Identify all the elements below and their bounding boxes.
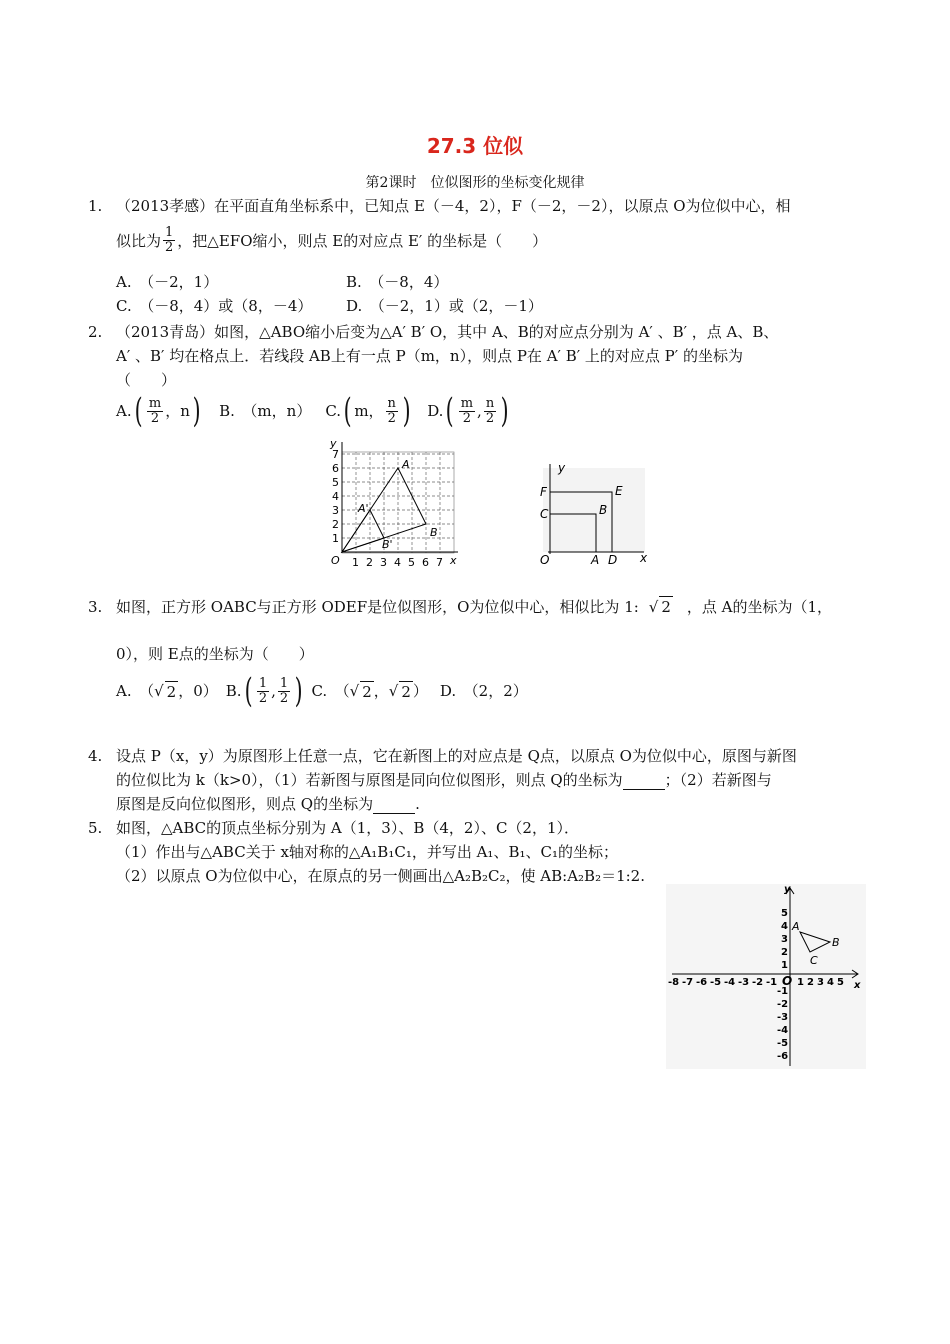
q3-sqrt-symbol: √: [648, 597, 659, 616]
fig3-x-tick: 2: [807, 977, 814, 988]
page-title: 27.3 位似: [426, 134, 524, 158]
q2-paren: (: [343, 391, 352, 431]
fig3-y-tick: 3: [781, 934, 788, 945]
q4-line2-rest: ；（2）若新图与: [664, 771, 772, 789]
fig1-y-tick: 6: [332, 462, 339, 475]
q3-num: 1: [279, 675, 289, 691]
q4-line3: [116, 794, 420, 814]
q4-blank-2: [373, 799, 415, 814]
fig1-y-tick: 4: [332, 490, 339, 503]
q4-line2-lead: 的位似比为 k（k>0），（1）若新图与原图是同向位似图形，则点 Q的坐标为: [116, 771, 623, 789]
q3-sqrt-symbol: √: [154, 682, 164, 700]
q1-ratio-fraction: [163, 226, 175, 255]
q3-option-a-sqrt: 2: [166, 682, 177, 701]
fig3-x-label: x: [854, 980, 861, 991]
q1-number: 1.: [88, 197, 103, 215]
q4-line3-lead: 原图是反向位似图形，则点 Q的坐标为: [116, 795, 374, 813]
figure-q5-plane: [666, 884, 866, 1069]
q2-option-b: B. （m，n）: [219, 402, 312, 420]
q2-options: [116, 391, 511, 431]
q3-option-d: D. （2，2）: [439, 682, 528, 700]
fig3-y-tick: 5: [781, 908, 788, 919]
fig3-x-tick: 3: [817, 977, 824, 988]
figure-q2-grid: [318, 440, 468, 570]
q2-option-a-label: A.: [116, 402, 132, 420]
fig3-y-tick: -6: [777, 1051, 789, 1062]
q4-number: 4.: [88, 747, 103, 765]
q3-options: [116, 671, 528, 711]
q4-line2: [116, 770, 772, 790]
q3-num: 1: [258, 675, 268, 691]
fig2-point-a: A: [591, 553, 600, 567]
q2-line1: （2013青岛）如图，△ABO缩小后变为△A′ B′ O，其中 A、B的对应点分别为 A′ 、B′ ，点 A、B、: [116, 323, 779, 341]
fig2-point-e: E: [615, 484, 623, 498]
fig1-x-tick: 6: [422, 556, 429, 569]
q2-den: 2: [387, 410, 396, 426]
q3-line1: [88, 596, 832, 617]
q1-line2-lead: 似比为: [116, 231, 162, 250]
fig3-y-tick: -4: [777, 1025, 789, 1036]
q1-option-d: D. （－2，1）或（2，－1）: [346, 297, 543, 315]
q3-fraction: [257, 677, 269, 706]
fig3-y-tick: -5: [777, 1038, 789, 1049]
q2-den: 2: [462, 410, 472, 426]
q1-line2-rest: ，把△EFO缩小，则点 E的对应点 E′ 的坐标是（ ）: [177, 231, 548, 250]
q4-blank-1: [623, 775, 665, 790]
fig3-x-tick: -1: [766, 977, 778, 988]
fig2-point-c: C: [540, 507, 549, 521]
fig3-origin: O: [782, 974, 793, 988]
fig3-x-tick: -5: [710, 977, 722, 988]
q1-ratio-num: 1: [165, 225, 174, 240]
fig3-y-label: y: [784, 884, 791, 895]
q5-line3: （2）以原点 O为位似中心，在原点的另一侧画出△A₂B₂C₂，使 AB:A₂B₂＝1:2.: [116, 867, 645, 885]
q3-option-a-lead: A. （: [116, 682, 155, 700]
fig1-point-a: A: [402, 458, 410, 471]
fig1-point-b: B: [430, 526, 438, 539]
fig1-point-b1: B': [382, 538, 393, 551]
figure-q3-squares: [536, 462, 651, 570]
q1-option-b: B. （－8，4）: [346, 273, 449, 291]
q5-line2: （1）作出与△ABC关于 x轴对称的△A₁B₁C₁，并写出 A₁、B₁、C₁的坐标；: [116, 843, 618, 861]
q2-comma: ,: [477, 402, 482, 420]
q3-comma: ,: [271, 682, 276, 700]
fig1-x-tick: 2: [366, 556, 373, 569]
fig3-x-tick: -6: [696, 977, 708, 988]
q1-line1: （2013孝感）在平面直角坐标系中，已知点 E（－4，2），F（－2，－2），以原点 O为位似中心，相: [116, 197, 791, 215]
q2-fraction: [484, 397, 496, 426]
q2-den: 2: [485, 410, 495, 426]
q3-line1-rest: ，点 A的坐标为（1，: [686, 597, 833, 616]
fig1-origin: O: [331, 554, 340, 567]
q2-num: m: [460, 395, 474, 411]
q3-sqrt-symbol: √: [388, 682, 399, 700]
q2-option-c-pre: m，: [354, 402, 384, 420]
q2-option-d-label: D.: [427, 402, 444, 420]
fig1-y-tick: 2: [332, 518, 339, 531]
fig2-x-label: x: [640, 551, 648, 565]
q4-line1: 设点 P（x，y）为原图形上任意一点，它在新图上的对应点是 Q点，以原点 O为位似中心，原图与新图: [116, 747, 797, 765]
q2-option-c-label: C.: [325, 402, 342, 420]
q3-sqrt-symbol: √: [349, 682, 360, 700]
q3-sqrt-value: 2: [661, 598, 671, 616]
fig3-y-tick: -1: [777, 986, 789, 997]
q2-paren: ): [402, 391, 411, 431]
q2-num: n: [485, 395, 495, 411]
q2-fraction: [459, 397, 475, 426]
fig2-point-f: F: [540, 485, 547, 499]
fig3-y-tick: -3: [777, 1012, 789, 1023]
fig3-x-tick: -3: [738, 977, 750, 988]
q3-number: 3.: [88, 597, 103, 616]
q1-option-a: A. （－2，1）: [116, 273, 219, 291]
q3-option-c-sqrt1: 2: [362, 682, 372, 701]
fig1-x-tick: 3: [380, 556, 387, 569]
fig1-y-tick: 5: [332, 476, 339, 489]
q3-option-c-lead: C. （: [311, 682, 350, 700]
q1-ratio-den: 2: [165, 240, 174, 255]
fig1-y-tick: 7: [332, 448, 339, 461]
fig3-point-b: B: [832, 936, 840, 949]
fig3-x-tick: 5: [837, 977, 844, 988]
fig3-x-tick: -2: [752, 977, 764, 988]
fig3-x-tick: -8: [668, 977, 680, 988]
fig1-x-tick: 4: [394, 556, 401, 569]
fig1-point-a1: A': [358, 502, 369, 515]
q4-line3-rest: .: [415, 795, 420, 813]
q1-line2: [116, 226, 547, 255]
q2-num: m: [148, 395, 162, 411]
q3-option-c-sqrt2: 2: [401, 682, 411, 701]
fig3-point-a: A: [792, 920, 800, 933]
fig3-x-tick: -7: [682, 977, 694, 988]
fig3-y-tick: 4: [781, 921, 788, 932]
fig3-x-tick: -4: [724, 977, 736, 988]
q3-option-a-rest: ，0）: [178, 682, 218, 700]
q2-num: n: [387, 395, 396, 411]
q1-option-c: C. （－8，4）或（8，－4）: [116, 297, 313, 315]
fig3-x-tick: 4: [827, 977, 834, 988]
q2-fraction: [386, 397, 398, 426]
q2-paren: ): [500, 391, 509, 431]
q2-paren: (: [134, 391, 143, 431]
q2-line3: （ ）: [116, 371, 177, 389]
q2-option-a-rest: ，n: [165, 402, 190, 420]
fig1-y-tick: 3: [332, 504, 339, 517]
fig1-x-tick: 5: [408, 556, 415, 569]
q3-option-b-label: B.: [225, 682, 242, 700]
fig3-y-tick: -2: [777, 999, 789, 1010]
fig3-y-tick: 1: [781, 960, 788, 971]
q2-paren: (: [446, 391, 455, 431]
fig3-y-tick: 2: [781, 947, 788, 958]
q3-line1-lead: 如图，正方形 OABC与正方形 ODEF是位似图形，O为位似中心，相似比为 1:: [116, 597, 639, 616]
page-subtitle: 第2课时 位似图形的坐标变化规律: [365, 175, 585, 191]
q3-fraction: [278, 677, 290, 706]
q2-den: 2: [150, 410, 160, 426]
q3-option-c-mid: ，: [373, 682, 389, 700]
fig3-x-tick: 1: [797, 977, 804, 988]
q5-line1: 如图，△ABC的顶点坐标分别为 A（1，3）、B（4，2）、C（2，1）．: [116, 819, 580, 837]
q3-den: 2: [279, 690, 289, 706]
fig1-y-tick: 1: [332, 532, 339, 545]
fig2-point-b: B: [599, 503, 608, 517]
q2-number: 2.: [88, 323, 103, 341]
fig2-point-d: D: [608, 553, 618, 567]
fig1-x-tick: 7: [436, 556, 443, 569]
q3-paren: ): [294, 671, 303, 711]
fig1-x-label: x: [450, 554, 457, 567]
fig3-point-c: C: [810, 954, 818, 967]
fig1-x-tick: 1: [352, 556, 359, 569]
q2-paren: ): [192, 391, 201, 431]
q2-line2: A′ 、B′ 均在格点上．若线段 AB上有一点 P（m，n），则点 P在 A′ B′ 上的对应点 P′ 的坐标为: [116, 347, 743, 365]
q3-paren: (: [244, 671, 253, 711]
q5-number: 5.: [88, 819, 103, 837]
q3-option-c-rest: ）: [412, 682, 428, 700]
q2-fraction: [147, 397, 163, 426]
fig2-point-o: O: [540, 553, 550, 567]
fig1-y-label: y: [330, 440, 337, 450]
q3-den: 2: [258, 690, 268, 706]
q3-line2: 0），则 E点的坐标为（ ）: [116, 645, 314, 663]
fig2-y-label: y: [558, 462, 566, 475]
